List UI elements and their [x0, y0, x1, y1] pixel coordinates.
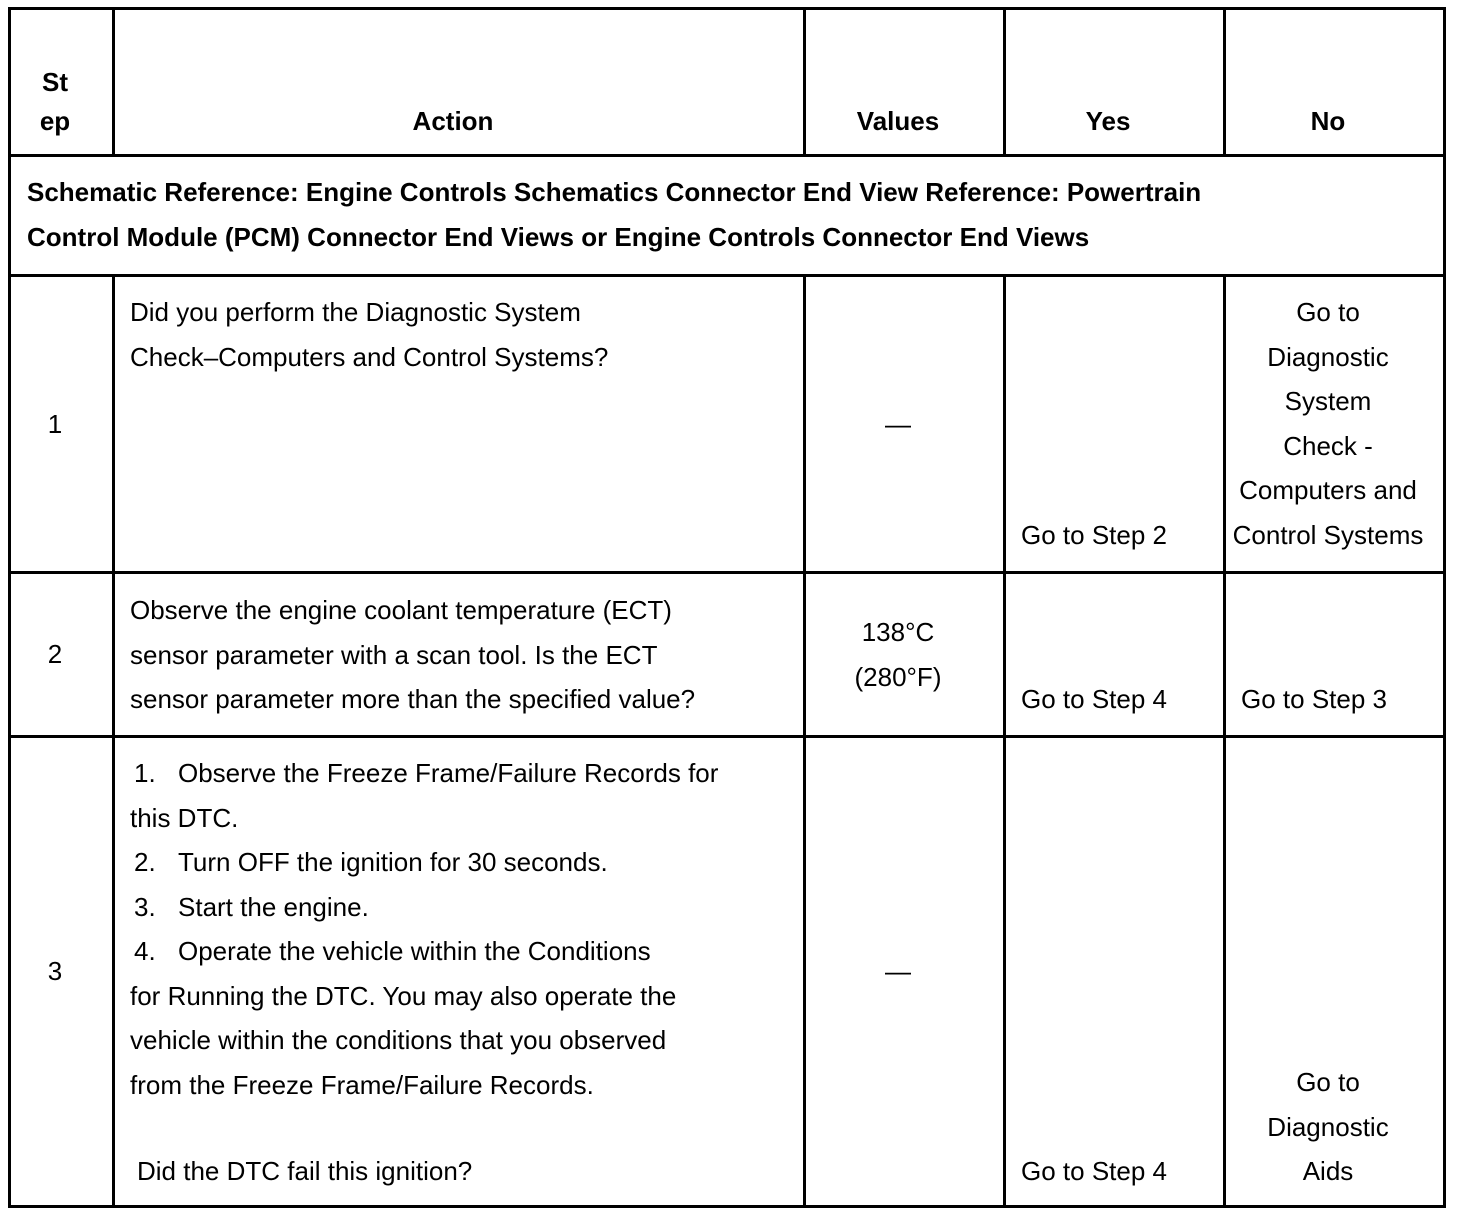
header-step-line: St — [42, 67, 68, 97]
reference-line: Control Module (PCM) Connector End Views or Engine Controls Connector End Views — [27, 221, 1090, 252]
header-no: No — [1310, 106, 1346, 136]
list-text: Observe the Freeze Frame/Failure Records for — [178, 758, 719, 788]
no-action: Go to Step 3 — [1241, 684, 1387, 714]
header-action: Action — [412, 106, 494, 136]
action-list-item — [130, 1018, 718, 1063]
header-values: Values — [856, 106, 940, 136]
column-divider — [112, 274, 115, 1205]
list-text: vehicle within the conditions that you observed — [130, 1025, 667, 1055]
value-line: 138°C — [861, 617, 935, 647]
list-text: Turn OFF the ignition for 30 seconds. — [178, 847, 608, 877]
list-text: from the Freeze Frame/Failure Records. — [130, 1069, 594, 1100]
list-text: this DTC. — [130, 802, 239, 833]
value-cell: — — [885, 409, 911, 439]
no-line: System — [1284, 386, 1372, 416]
list-number: 2. — [134, 847, 156, 877]
list-text: for Running the DTC. You may also operate the — [130, 980, 677, 1011]
row-divider — [11, 571, 1443, 574]
no-line: Diagnostic — [1267, 341, 1389, 372]
row-divider — [11, 735, 1443, 738]
action-list-item — [130, 840, 718, 885]
column-divider — [1003, 274, 1006, 1205]
no-line: Diagnostic — [1267, 1111, 1389, 1142]
list-number: 1. — [134, 758, 156, 788]
action-text — [130, 290, 608, 379]
list-number: 3. — [134, 891, 156, 922]
action-list-item — [130, 974, 718, 1019]
action-line: Observe the engine coolant temperature (ECT) — [130, 595, 672, 625]
action-list — [130, 751, 718, 1107]
list-number: 4. — [134, 936, 156, 966]
row-divider — [11, 154, 1443, 157]
yes-action: Go to Step 4 — [1021, 1156, 1167, 1186]
no-action — [1223, 290, 1433, 557]
action-list-item — [130, 1063, 718, 1108]
yes-action: Go to Step 2 — [1021, 520, 1167, 550]
no-line: Go to — [1296, 297, 1360, 327]
action-text — [130, 588, 695, 722]
step-number: 1 — [47, 409, 63, 439]
action-line: Did you perform the Diagnostic System — [130, 297, 581, 327]
step-number: 3 — [47, 956, 63, 986]
schematic-reference — [27, 170, 1201, 259]
action-list-item — [130, 929, 718, 974]
list-text: Start the engine. — [178, 891, 369, 922]
value-line: (280°F) — [854, 661, 942, 692]
action-line: sensor parameter with a scan tool. Is the ECT — [130, 639, 658, 670]
list-text: Operate the vehicle within the Conditions — [178, 936, 651, 966]
action-line: sensor parameter more than the specified value? — [130, 684, 696, 714]
value-cell: — — [885, 956, 911, 986]
step-number: 2 — [47, 639, 63, 669]
action-list-item — [130, 885, 718, 930]
value-cell — [803, 610, 993, 699]
yes-action: Go to Step 4 — [1021, 684, 1167, 714]
no-line: Control Systems — [1232, 519, 1424, 550]
no-line: Computers and — [1239, 475, 1417, 505]
no-line: Go to — [1296, 1067, 1360, 1097]
header-step — [10, 60, 100, 143]
action-question: Did the DTC fail this ignition? — [137, 1156, 473, 1186]
row-divider — [11, 274, 1443, 277]
header-yes: Yes — [1085, 106, 1131, 136]
no-line: Check - — [1283, 430, 1373, 461]
header-step-line: ep — [39, 105, 71, 136]
action-line: Check–Computers and Control Systems? — [130, 341, 609, 372]
action-list-item — [130, 796, 718, 841]
reference-line: Schematic Reference: Engine Controls Schematics Connector End View Reference: Powertrain — [27, 177, 1202, 207]
no-line: Aids — [1302, 1156, 1354, 1186]
action-list-item — [130, 751, 718, 796]
no-action — [1223, 1060, 1433, 1194]
